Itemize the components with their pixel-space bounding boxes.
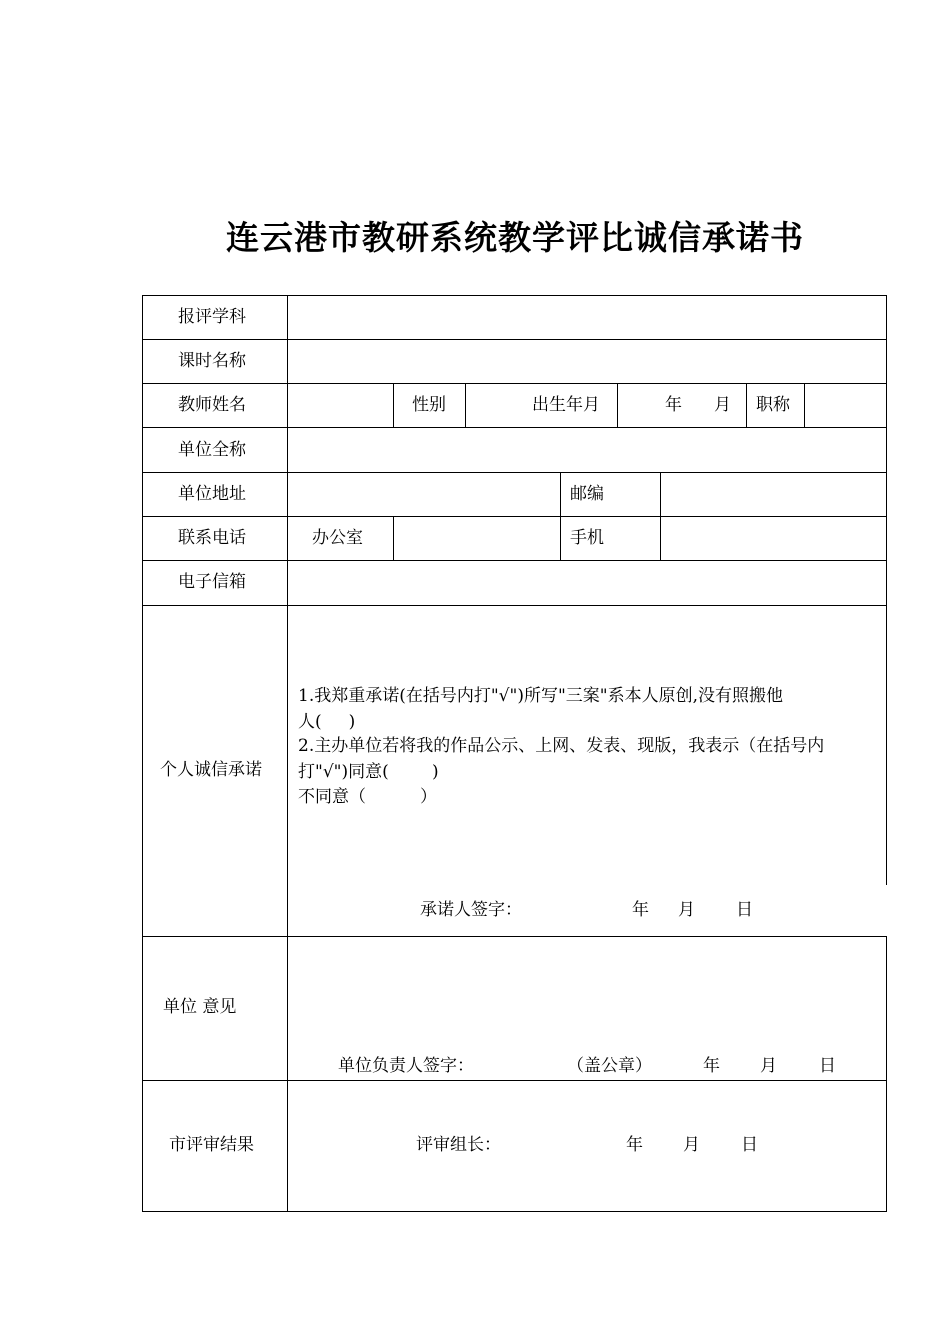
pledge-year-label: 年 bbox=[632, 900, 649, 920]
unit-opinion-label: 单位 意见 bbox=[163, 997, 237, 1017]
job-title-label: 职称 bbox=[756, 395, 790, 415]
subject-label: 报评学科 bbox=[178, 307, 246, 327]
review-month-label: 月 bbox=[683, 1135, 700, 1155]
pledge-label: 个人诚信承诺 bbox=[160, 760, 262, 780]
unit-address-label: 单位地址 bbox=[178, 484, 246, 504]
pledge-month-label: 月 bbox=[678, 900, 695, 920]
unit-signature-label: 单位负责人签字： bbox=[338, 1056, 474, 1076]
email-label: 电子信箱 bbox=[178, 572, 246, 592]
review-signature-label: 评审组长： bbox=[416, 1135, 501, 1155]
pledge-form-table bbox=[142, 295, 887, 1212]
lesson-label: 课时名称 bbox=[178, 351, 246, 371]
office-label: 办公室 bbox=[312, 528, 363, 548]
pledge-day-label: 日 bbox=[736, 900, 753, 920]
seal-label: （盖公章） bbox=[567, 1056, 652, 1076]
birth-year-label: 年 bbox=[665, 395, 682, 415]
teacher-name-label: 教师姓名 bbox=[178, 395, 246, 415]
review-year-label: 年 bbox=[626, 1135, 643, 1155]
unit-year-label: 年 bbox=[703, 1056, 720, 1076]
postcode-label: 邮编 bbox=[570, 484, 604, 504]
page-title: 连云港市教研系统教学评比诚信承诺书 bbox=[226, 218, 804, 257]
gender-label: 性别 bbox=[412, 395, 446, 415]
unit-day-label: 日 bbox=[819, 1056, 836, 1076]
unit-month-label: 月 bbox=[760, 1056, 777, 1076]
birth-label: 出生年月 bbox=[532, 395, 600, 415]
unit-full-name-label: 单位全称 bbox=[178, 440, 246, 460]
phone-label: 联系电话 bbox=[178, 528, 246, 548]
review-day-label: 日 bbox=[741, 1135, 758, 1155]
pledge-text-originality: 1.我郑重承诺(在括号内打"√")所写"三案"系本人原创,没有照搬他 人( ) bbox=[298, 686, 783, 732]
birth-month-label: 月 bbox=[714, 395, 731, 415]
pledge-signature-label: 承诺人签字： bbox=[420, 900, 522, 920]
mobile-label: 手机 bbox=[570, 528, 604, 548]
review-result-label: 市评审结果 bbox=[169, 1135, 254, 1155]
pledge-text-publication: 2.主办单位若将我的作品公示、上网、发表、现版，我表示（在括号内 打"√")同意( ) 不同意（ ） bbox=[298, 736, 825, 807]
